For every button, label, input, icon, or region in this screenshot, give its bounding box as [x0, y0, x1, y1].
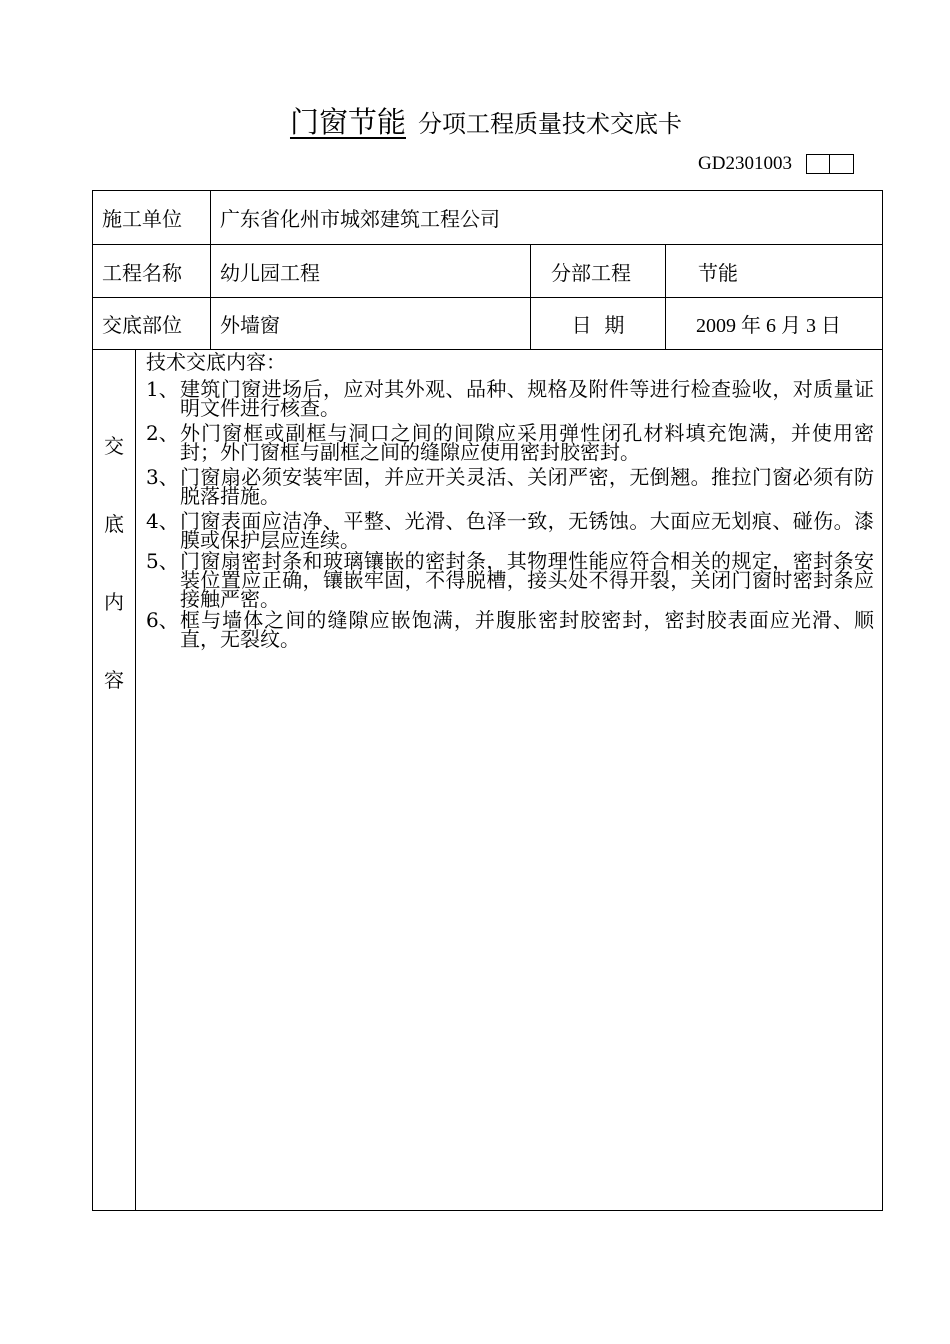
document-title [0, 100, 950, 141]
side-char-2: 底 [104, 512, 124, 536]
item-text: 门窗扇密封条和玻璃镶嵌的密封条，其物理性能应符合相关的规定，密封条安装位置应正确，镶嵌牢固，不得脱槽，接头处不得开裂，关闭门窗时密封条应接触严密。 [180, 549, 875, 611]
item-text: 外门窗框或副框与洞口之间的间隙应采用弹性闭孔材料填充饱满，并使用密封；外门窗框与副框之间的缝隙应使用密封胶密封。 [180, 421, 875, 464]
title-text: 分项工程质量技术交底卡 [418, 110, 682, 138]
disclosure-form-table [92, 190, 883, 1211]
item-number: 3、 [146, 465, 179, 489]
item-text: 门窗扇必须安装牢固，并应开关灵活、关闭严密，无倒翘。推拉门窗必须有防脱落措施。 [180, 465, 875, 508]
construction-unit-value: 广东省化州市城郊建筑工程公司 [211, 191, 883, 245]
date-value: 2009 年 6 月 3 日 [666, 298, 883, 350]
item-text: 门窗表面应洁净、平整、光滑、色泽一致，无锈蚀。大面应无划痕、碰伤。漆膜或保护层应连续。 [180, 509, 875, 552]
document-code: GD2301003 [698, 153, 792, 174]
sub-project-value: 节能 [666, 245, 883, 298]
disclosure-location-label: 交底部位 [93, 298, 211, 350]
date-label: 日 期 [531, 298, 666, 350]
content-side-label-cell [93, 350, 136, 1211]
item-number: 1、 [146, 377, 179, 401]
row-disclosure-location [93, 298, 883, 350]
title-subject: 门窗节能 [289, 105, 406, 139]
item-text: 建筑门窗进场后，应对其外观、品种、规格及附件等进行检查验收，对质量证明文件进行核查。 [180, 377, 875, 420]
disclosure-location-value: 外墙窗 [211, 298, 531, 350]
side-char-4: 容 [104, 668, 124, 692]
content-item [146, 549, 875, 611]
row-project-name [93, 245, 883, 298]
content-body-cell [136, 350, 883, 1211]
content-heading: 技术交底内容： [146, 350, 286, 374]
content-item [146, 421, 875, 464]
project-name-label: 工程名称 [93, 245, 211, 298]
item-number: 4、 [146, 509, 179, 533]
content-item [146, 509, 875, 552]
code-box-2 [830, 154, 854, 174]
item-text: 框与墙体之间的缝隙应嵌饱满，并腹胀密封胶密封，密封胶表面应光滑、顺直，无裂纹。 [180, 608, 875, 651]
project-name-value: 幼儿园工程 [211, 245, 531, 298]
content-item [146, 377, 875, 420]
row-construction-unit [93, 191, 883, 245]
content-item [146, 465, 875, 508]
side-char-1: 交 [104, 434, 124, 458]
code-box-1 [806, 154, 830, 174]
item-number: 2、 [146, 421, 179, 445]
side-char-3: 内 [104, 590, 124, 614]
content-side-label [93, 350, 135, 742]
document-code-line [698, 153, 854, 175]
content-item [146, 608, 875, 651]
row-content [93, 350, 883, 1211]
item-number: 5、 [146, 549, 179, 573]
sub-project-label: 分部工程 [531, 245, 666, 298]
item-number: 6、 [146, 608, 179, 632]
construction-unit-label: 施工单位 [93, 191, 211, 245]
